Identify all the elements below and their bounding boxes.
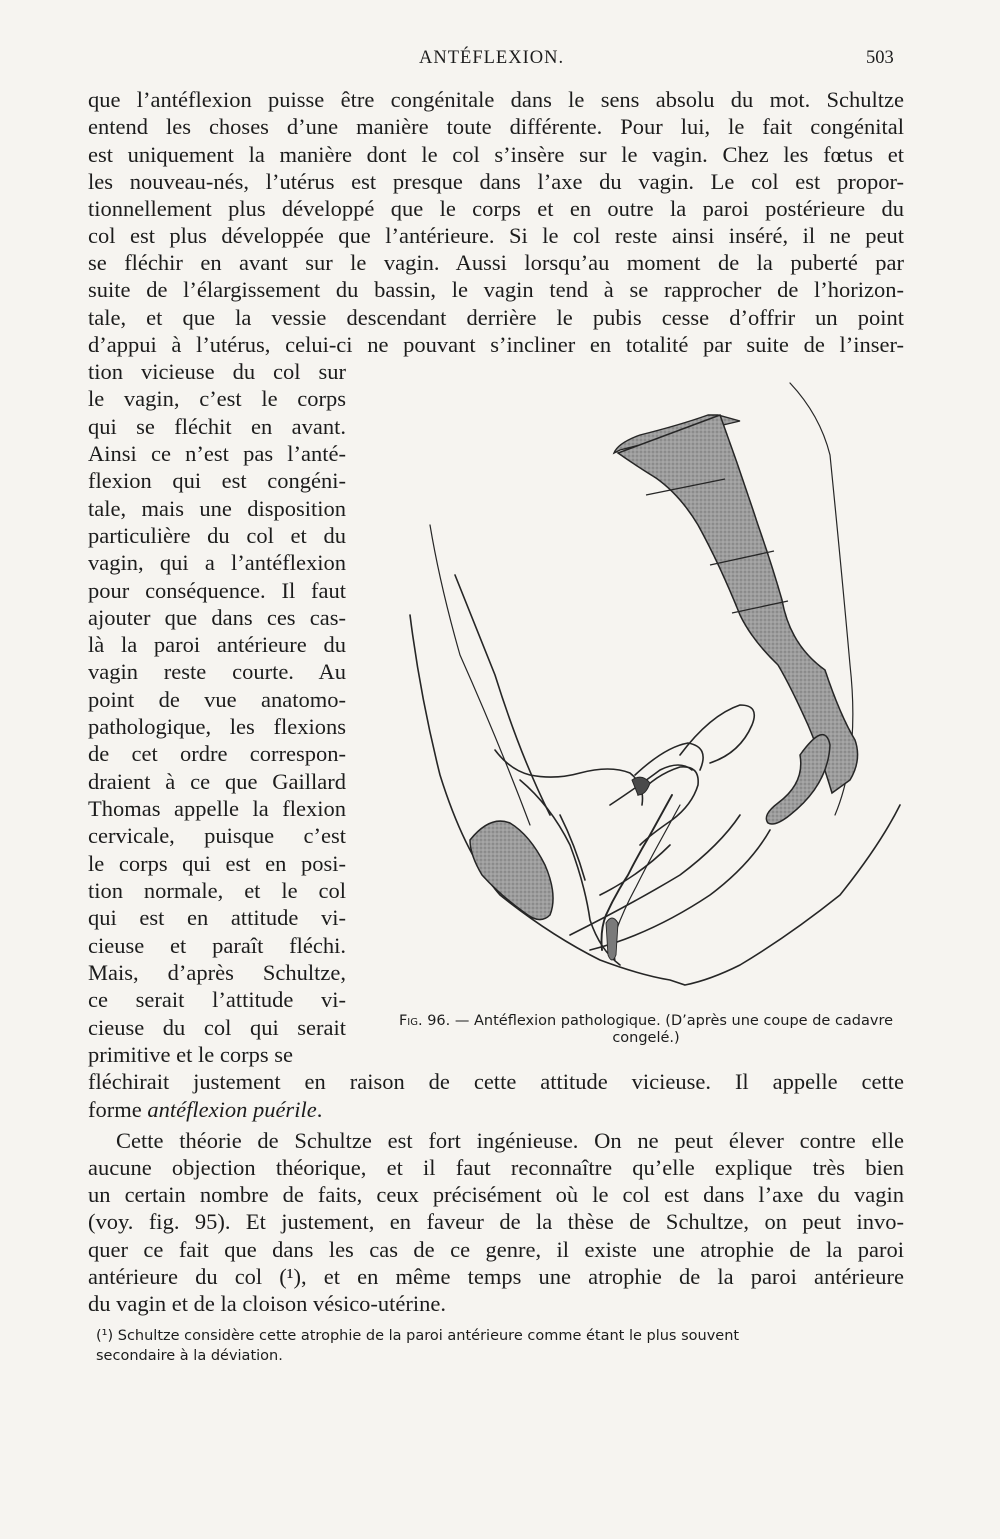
text-line: entend les choses d’une manière toute différente. Pour lui, le fait congénital bbox=[88, 114, 904, 139]
text-line: tale, mais une disposition bbox=[88, 496, 346, 521]
text-line: antérieure du col (¹), et en même temps une atrophie de la paroi antérieure bbox=[88, 1264, 904, 1289]
text-line: d’appui à l’utérus, celui-ci ne pouvant s’incliner en totalité par suite de l’inser- bbox=[88, 332, 904, 357]
text-line: pour conséquence. Il faut bbox=[88, 578, 346, 603]
text-line: qui est en attitude vi- bbox=[88, 905, 346, 930]
running-title: ANTÉFLEXION. bbox=[419, 48, 565, 68]
text-line: tale, et que la vessie descendant derrière le pubis cesse d’offrir un point bbox=[88, 305, 904, 330]
text-line: un certain nombre de faits, ceux précisément où le col est dans l’axe du vagin bbox=[88, 1182, 904, 1207]
text-line: vagin reste courte. Au bbox=[88, 659, 346, 684]
text-line: ajouter que dans ces cas- bbox=[88, 605, 346, 630]
text-line: du vagin et de la cloison vésico-utérine. bbox=[88, 1291, 447, 1316]
text-line: est uniquement la manière dont le col s’insère sur le vagin. Chez les fœtus et bbox=[88, 142, 904, 167]
text-line: point de vue anatomo- bbox=[88, 687, 346, 712]
text-line: là la paroi antérieure du bbox=[88, 632, 346, 657]
figure-label: Fig. 96. bbox=[398, 1013, 451, 1029]
text-line: le corps qui est en posi- bbox=[88, 851, 346, 876]
anatomical-figure bbox=[380, 375, 920, 1015]
running-header bbox=[0, 48, 1000, 74]
text-line: les nouveau-nés, l’utérus est presque dans l’axe du vagin. Le col est propor- bbox=[88, 169, 904, 194]
text-fragment: forme bbox=[88, 1097, 148, 1122]
text-fragment: . bbox=[316, 1097, 323, 1122]
caption-line-1: — Antéflexion pathologique. (D’après une coupe de cadavre bbox=[454, 1013, 894, 1029]
text-line bbox=[88, 1096, 904, 1123]
text-line: primitive et le corps se bbox=[88, 1042, 293, 1067]
footnote-line: (¹) Schultze considère cette atrophie de la paroi antérieure comme étant le plus souvent bbox=[96, 1328, 740, 1344]
footnote-line: secondaire à la déviation. bbox=[96, 1348, 283, 1364]
text-line: quer ce fait que dans les cas de ce genre, il existe une atrophie de la paroi bbox=[88, 1237, 904, 1262]
text-line: draient à ce que Gaillard bbox=[88, 769, 346, 794]
text-line: suite de l’élargissement du bassin, le vagin tend à se rapprocher de l’horizon- bbox=[88, 277, 904, 302]
text-line: tionnellement plus développé que le corps et en outre la paroi postérieure du bbox=[88, 196, 904, 221]
text-line: que l’antéflexion puisse être congénitale dans le sens absolu du mot. Schultze bbox=[88, 87, 904, 112]
text-line: pathologique, les flexions bbox=[88, 714, 346, 739]
text-line: cieuse du col qui serait bbox=[88, 1015, 346, 1040]
caption-line-2: congelé.) bbox=[612, 1030, 680, 1046]
text-line: vagin, qui a l’antéflexion bbox=[88, 550, 346, 575]
text-line: Mais, d’après Schultze, bbox=[88, 960, 346, 985]
text-line: Cette théorie de Schultze est fort ingénieuse. On ne peut élever contre elle bbox=[116, 1128, 904, 1153]
text-line: (voy. fig. 95). Et justement, en faveur de la thèse de Schultze, on peut invo- bbox=[88, 1209, 904, 1234]
text-line: le vagin, c’est le corps bbox=[88, 386, 346, 411]
text-line: se fléchir en avant sur le vagin. Aussi lorsqu’au moment de la puberté par bbox=[88, 250, 904, 275]
page-number: 503 bbox=[866, 48, 894, 68]
text-line: qui se fléchit en avant. bbox=[88, 414, 346, 439]
italic-term: antéflexion puérile bbox=[147, 1097, 317, 1122]
text-line: cervicale, puisque c’est bbox=[88, 823, 346, 848]
text-line: flexion qui est congéni- bbox=[88, 468, 346, 493]
text-line: Thomas appelle la flexion bbox=[88, 796, 346, 821]
text-line: Ainsi ce n’est pas l’anté- bbox=[88, 441, 346, 466]
text-line: aucune objection théorique, et il faut reconnaître qu’elle explique très bien bbox=[88, 1155, 904, 1180]
text-line: tion normale, et le col bbox=[88, 878, 346, 903]
text-line: col est plus développée que l’antérieure. Si le col reste ainsi inséré, il ne peut bbox=[88, 223, 904, 248]
text-line: particulière du col et du bbox=[88, 523, 346, 548]
figure-caption bbox=[381, 1013, 911, 1047]
text-line: fléchirait justement en raison de cette attitude vicieuse. Il appelle cette bbox=[88, 1069, 904, 1094]
text-line: ce serait l’attitude vi- bbox=[88, 987, 346, 1012]
text-line: tion vicieuse du col sur bbox=[88, 359, 346, 384]
text-line: de cet ordre correspon- bbox=[88, 741, 346, 766]
text-line: cieuse et paraît fléchi. bbox=[88, 933, 346, 958]
